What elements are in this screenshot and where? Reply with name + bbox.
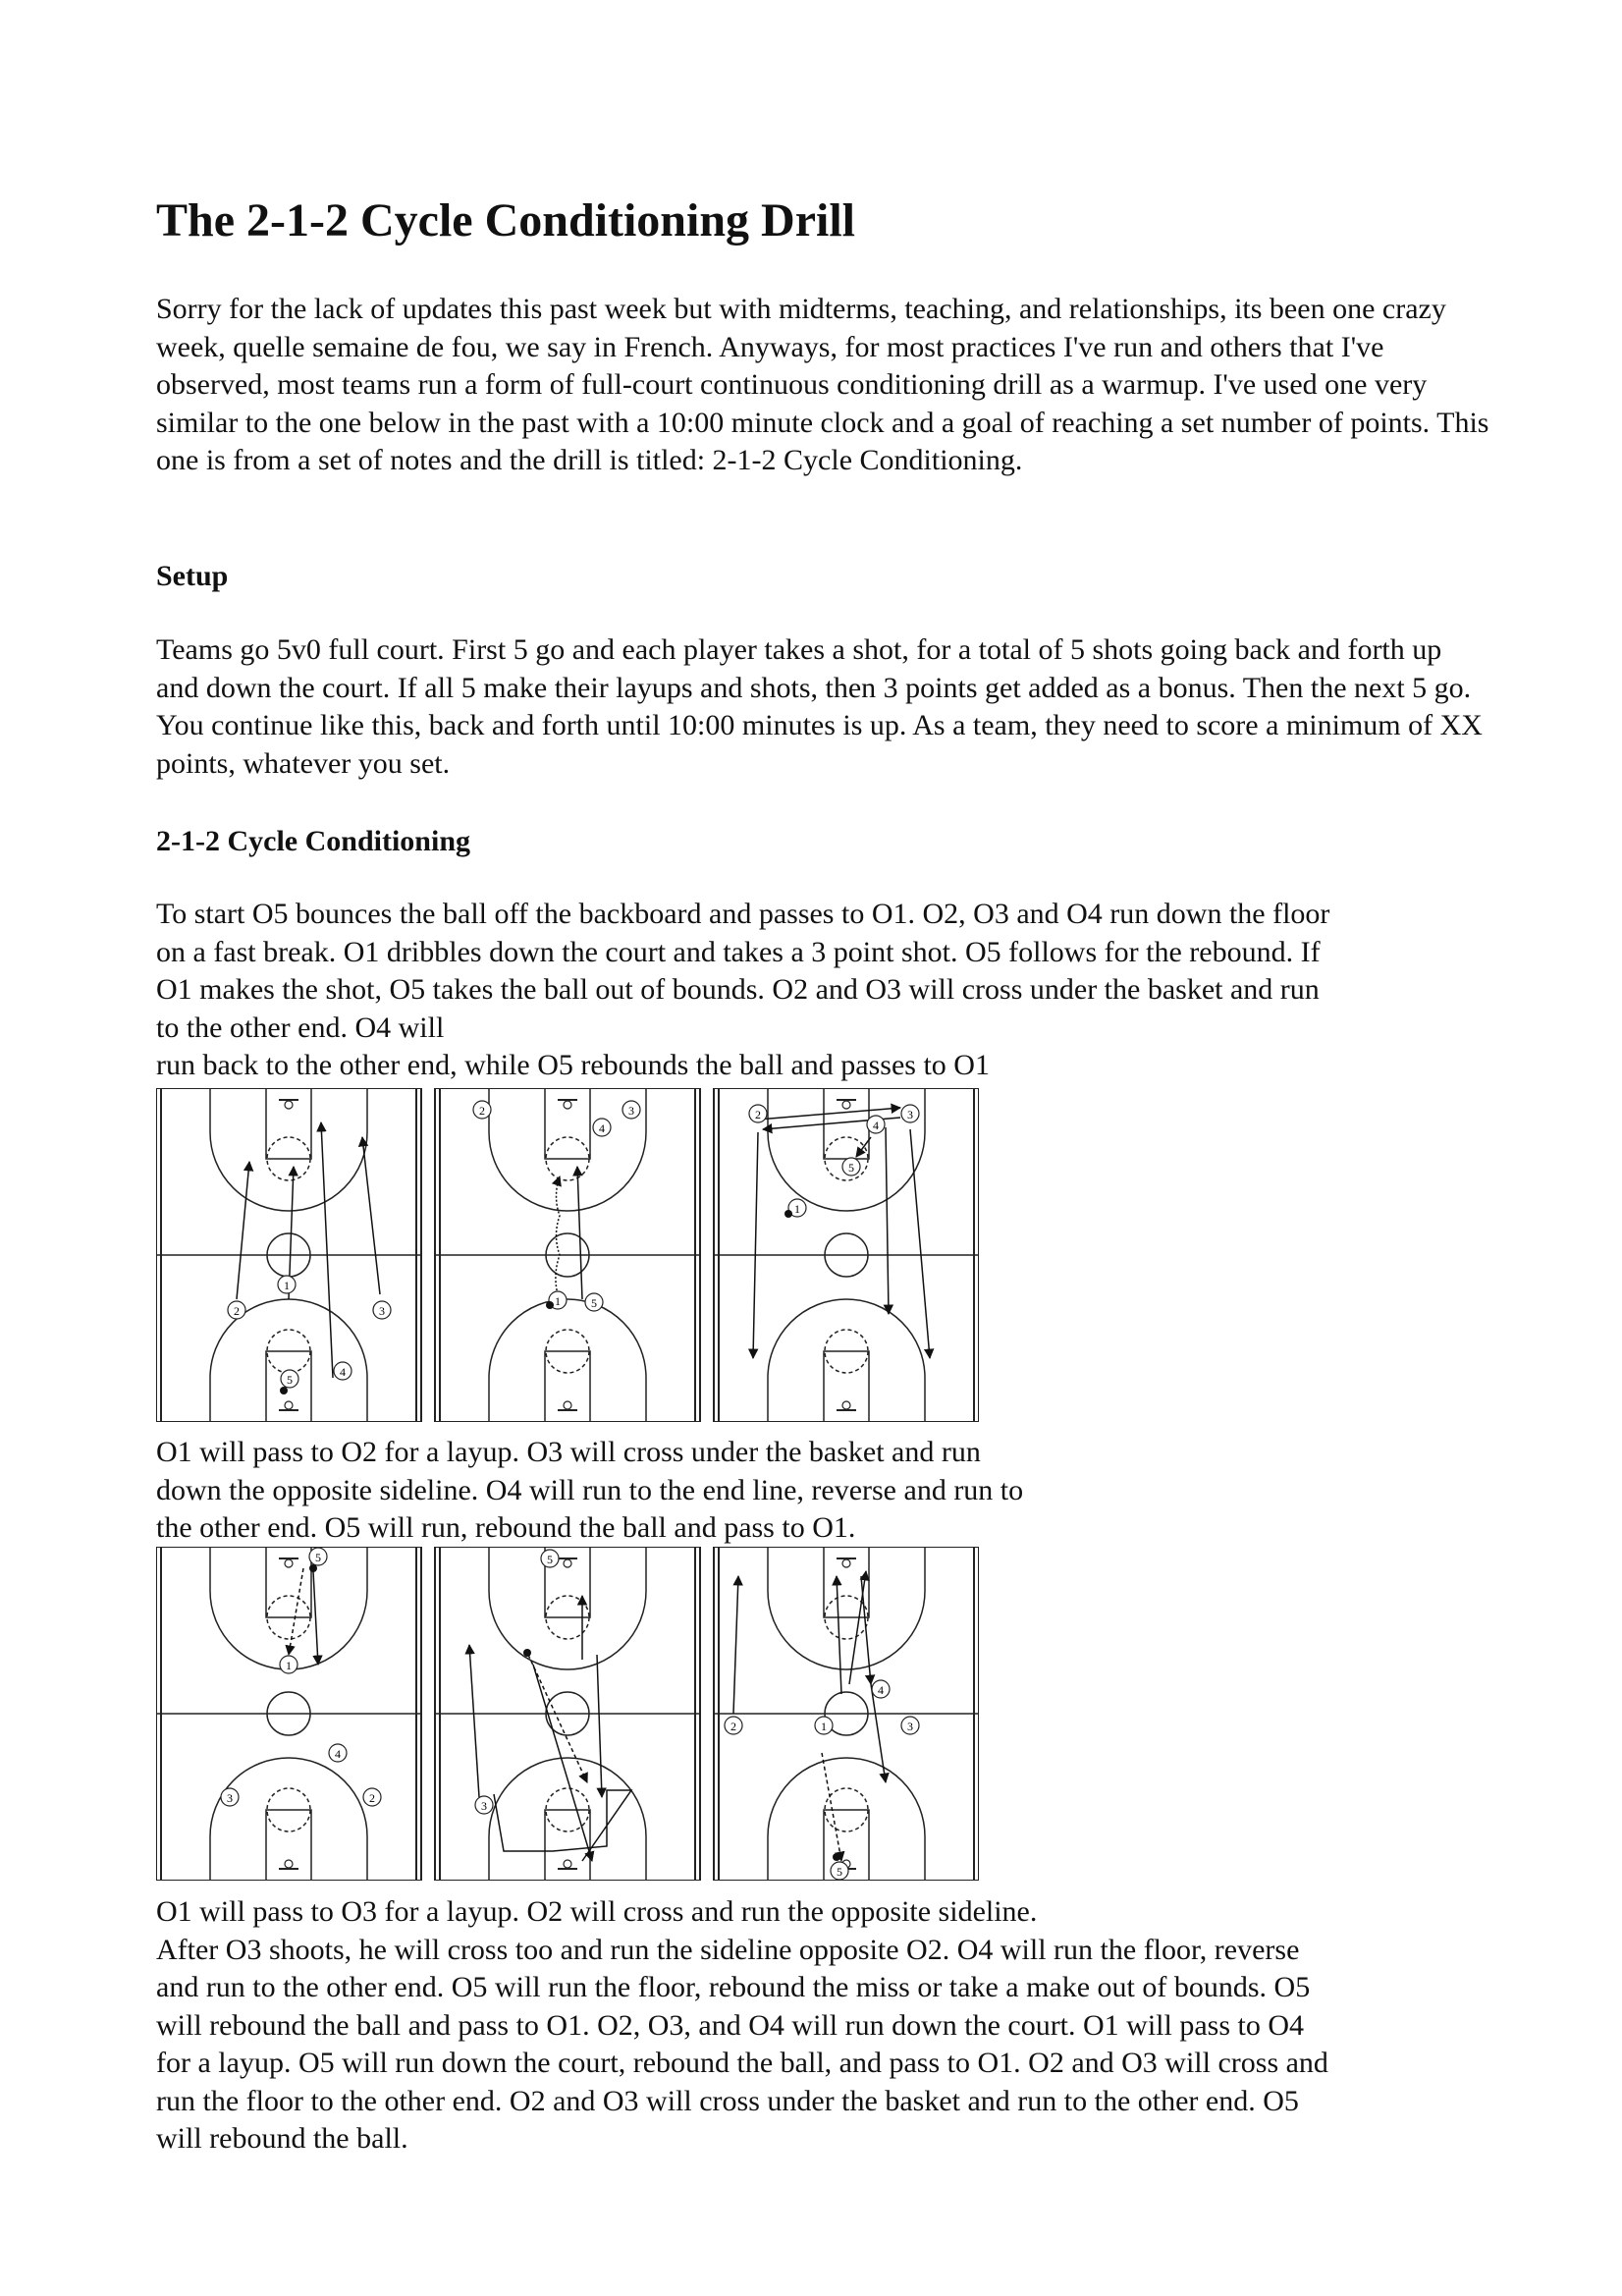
cycle-line: run back to the other end, while O5 rebounds the ball and passes to O1 — [156, 1049, 990, 1081]
court-6 — [714, 1547, 979, 1881]
player-label-2: 2 — [369, 1791, 375, 1805]
player-label-3: 3 — [379, 1304, 385, 1318]
final-line: will rebound the ball. — [156, 2122, 408, 2155]
player-label-1: 1 — [555, 1294, 561, 1308]
player-label-4: 4 — [340, 1365, 346, 1379]
player-label-2: 2 — [234, 1304, 240, 1318]
player-label-3: 3 — [907, 1720, 913, 1733]
player-label-4: 4 — [599, 1121, 605, 1135]
player-label-4: 4 — [873, 1119, 879, 1132]
court-5 — [435, 1547, 700, 1881]
setup-paragraph: Teams go 5v0 full court. First 5 go and each player takes a shot, for a total of 5 shots going back and forth up and down the court. If all 5 make their layups and shots, then 3 points get added as a bonus. Then the next 5 go. You continue like this, back and forth until 10:00 minutes is up. As a team, they need to score a minimum of XX points, whatever you set. — [156, 633, 1483, 780]
caption-line: the other end. O5 will run, rebound the ball and pass to O1. — [156, 1511, 856, 1544]
player-label-5: 5 — [315, 1551, 321, 1564]
court-diagrams-1 — [156, 1088, 979, 1422]
player-label-4: 4 — [878, 1683, 884, 1697]
cycle-paragraph — [156, 896, 1550, 1085]
final-line: After O3 shoots, he will cross too and run the sideline opposite O2. O4 will run the floor, reverse — [156, 1933, 1300, 1966]
cycle-line: to the other end. O4 will — [156, 1011, 445, 1044]
court-2 — [435, 1088, 700, 1422]
court-1 — [156, 1088, 421, 1422]
player-label-5: 5 — [287, 1373, 293, 1387]
intro-paragraph: Sorry for the lack of updates this past week but with midterms, teaching, and relationships, its been one crazy week, quelle semaine de fou, we say in French. Anyways, for most practices I've run and others that I've observed, most teams run a form of full-court continuous conditioning drill as a warmup. I've used one very similar to the one below in the past with a 10:00 minute clock and a goal of reaching a set number of points. This one is from a set of notes and the drill is titled: 2-1-2 Cycle Conditioning. — [156, 293, 1489, 476]
page-title: The 2-1-2 Cycle Conditioning Drill — [156, 194, 856, 246]
player-label-1: 1 — [284, 1279, 290, 1292]
diagram-row-2 — [156, 1547, 979, 1881]
player-label-1: 1 — [286, 1659, 292, 1672]
player-label-5: 5 — [837, 1865, 842, 1879]
cycle-line: O1 makes the shot, O5 takes the ball out of bounds. O2 and O3 will cross under the basket and run — [156, 973, 1320, 1006]
cycle-heading: 2-1-2 Cycle Conditioning — [156, 825, 471, 857]
court-diagrams-2 — [156, 1547, 979, 1881]
final-line: O1 will pass to O3 for a layup. O2 will cross and run the opposite sideline. — [156, 1895, 1038, 1928]
setup-heading: Setup — [156, 560, 229, 592]
player-label-2: 2 — [755, 1108, 761, 1121]
player-label-3: 3 — [481, 1799, 487, 1813]
final-line: for a layup. O5 will run down the court, rebound the ball, and pass to O1. O2 and O3 will cross and — [156, 2047, 1328, 2079]
cycle-line: on a fast break. O1 dribbles down the court and takes a 3 point shot. O5 follows for the rebound. If — [156, 935, 1321, 968]
player-label-5: 5 — [591, 1296, 597, 1310]
final-paragraph — [156, 1893, 1550, 2159]
player-label-3: 3 — [628, 1104, 634, 1118]
final-line: run the floor to the other end. O2 and O3 will cross under the basket and run to the other end. O5 — [156, 2084, 1299, 2117]
diagram-row-1 — [156, 1088, 979, 1422]
player-label-2: 2 — [730, 1720, 736, 1733]
court-3 — [714, 1088, 979, 1422]
court-4 — [156, 1547, 421, 1881]
caption-line: O1 will pass to O2 for a layup. O3 will cross under the basket and run — [156, 1436, 981, 1468]
player-label-4: 4 — [335, 1747, 341, 1761]
player-label-5: 5 — [547, 1553, 553, 1566]
player-label-1: 1 — [794, 1202, 800, 1216]
player-label-3: 3 — [227, 1791, 233, 1805]
player-label-1: 1 — [821, 1720, 827, 1733]
player-label-3: 3 — [907, 1108, 913, 1121]
final-line: will rebound the ball and pass to O1. O2, O3, and O4 will run down the court. O1 will pass to O4 — [156, 2008, 1305, 2042]
final-line: and run to the other end. O5 will run the floor, rebound the miss or take a make out of bounds. O5 — [156, 1971, 1311, 2003]
player-label-5: 5 — [848, 1161, 854, 1175]
caption-line: down the opposite sideline. O4 will run to the end line, reverse and run to — [156, 1473, 1024, 1506]
player-label-2: 2 — [479, 1104, 485, 1118]
cycle-line: To start O5 bounces the ball off the backboard and passes to O1. O2, O3 and O4 run down the floor — [156, 898, 1330, 930]
caption-2 — [156, 1434, 1334, 1548]
